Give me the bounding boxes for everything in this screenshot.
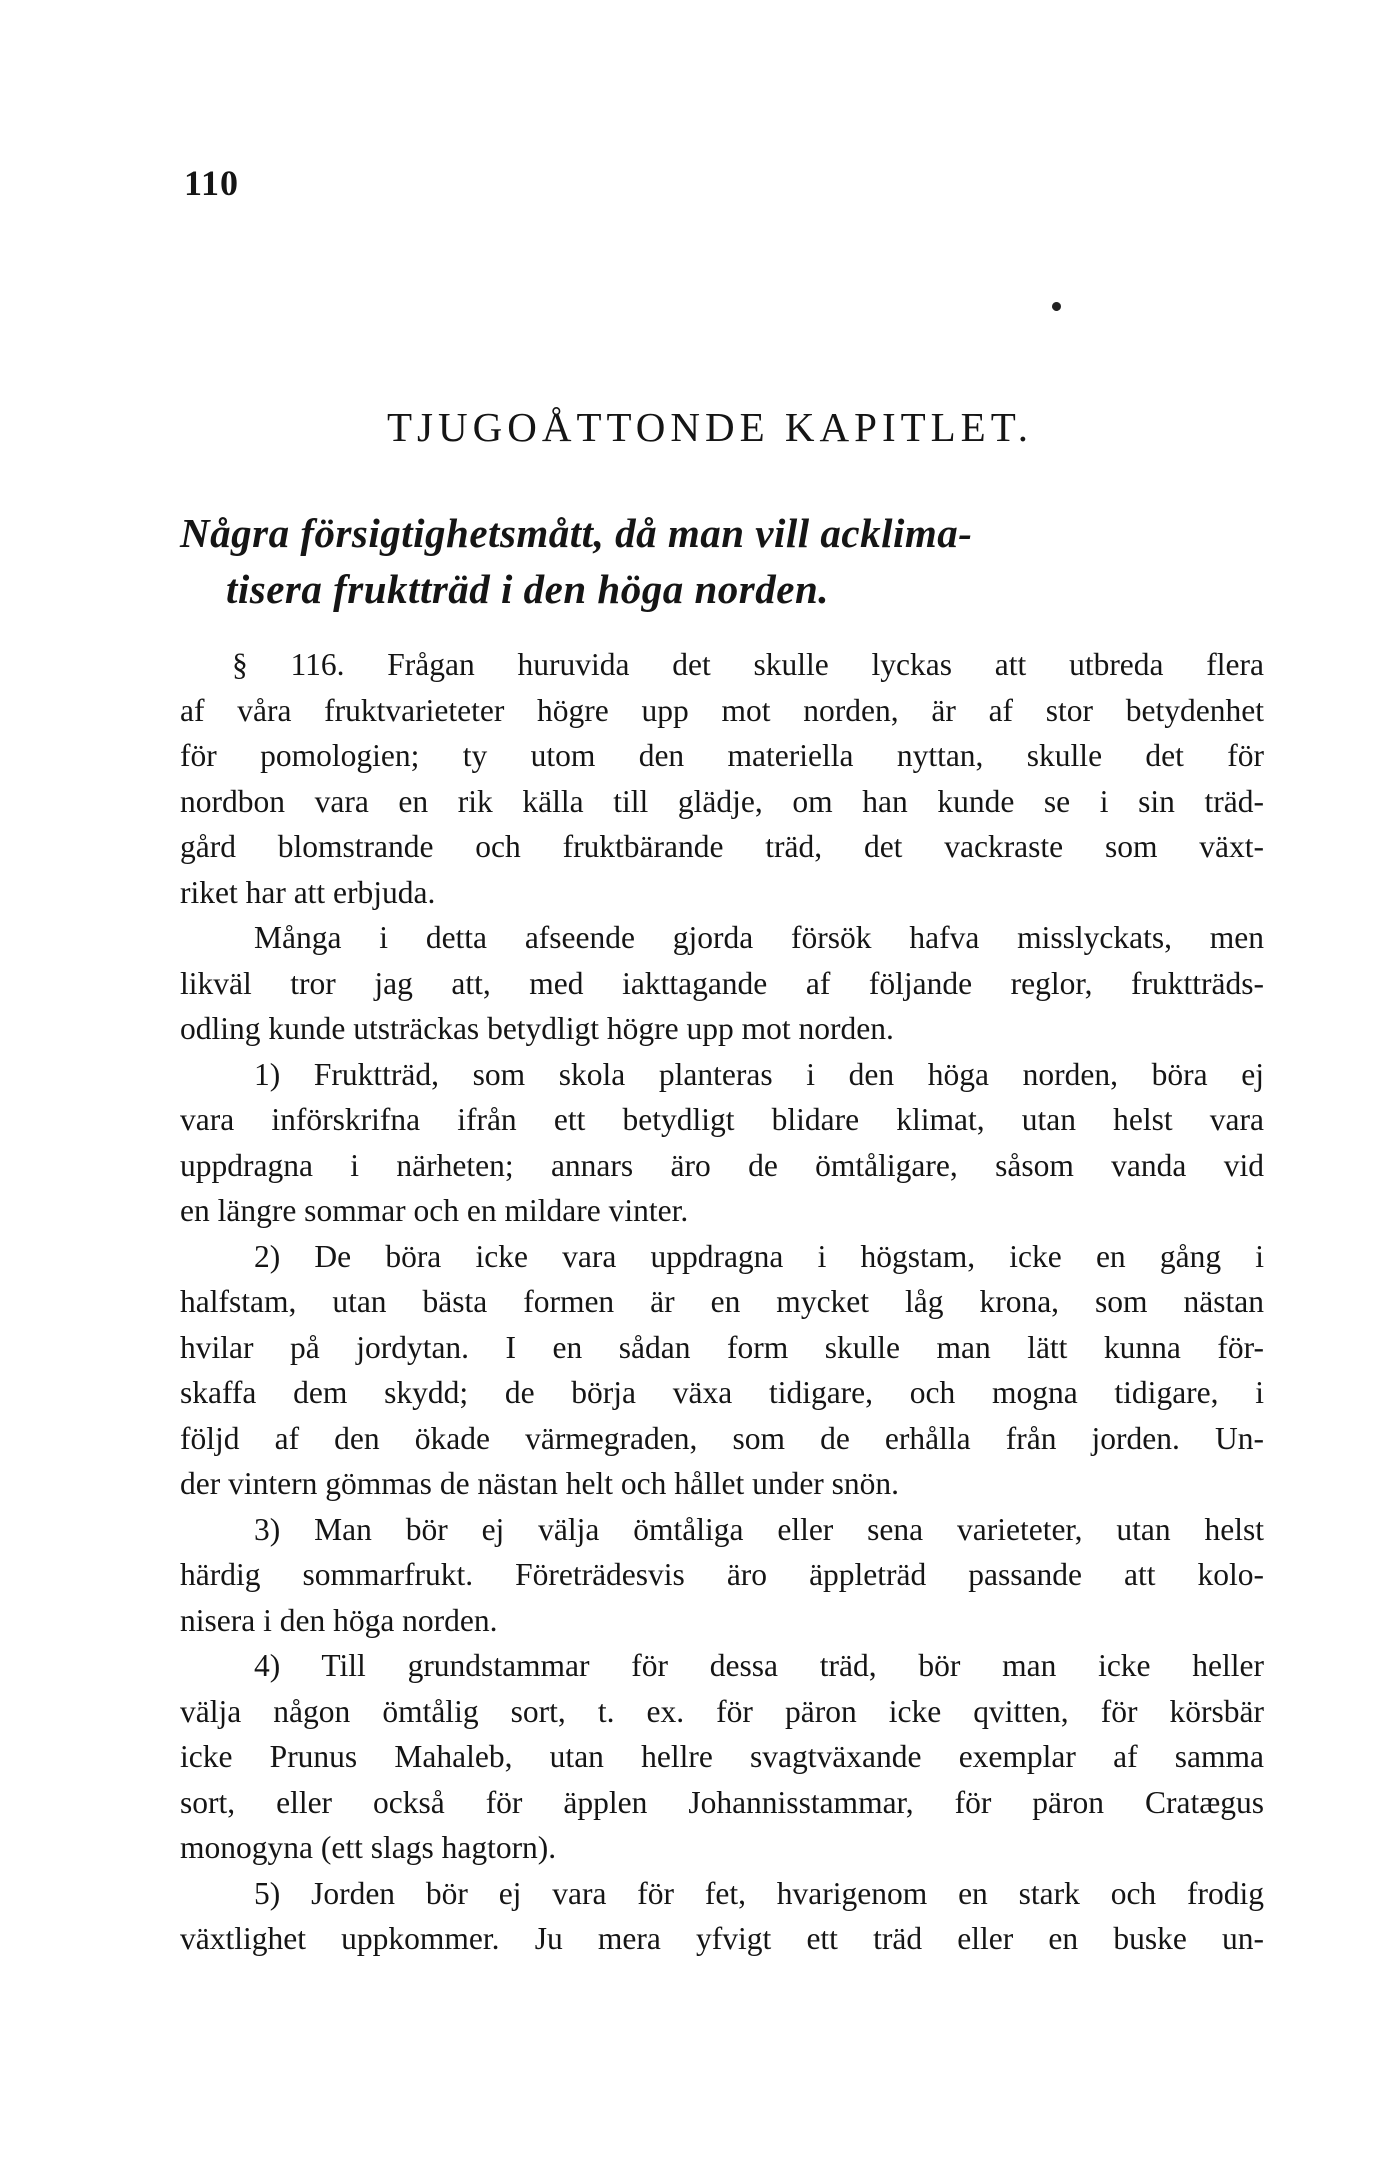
text-line: välja någon ömtålig sort, t. ex. för päron icke qvitten, för körsbär	[180, 1693, 1264, 1729]
text-line: af våra fruktvarieteter högre upp mot norden, är af stor betydenhet	[180, 692, 1264, 728]
text-line: växtlighet uppkommer. Ju mera yfvigt ett träd eller en buske un-	[180, 1921, 1264, 1956]
text-line: gård blomstrande och fruktbärande träd, det vackraste som växt-	[180, 829, 1264, 864]
text-line: icke Prunus Mahaleb, utan hellre svagtväxande exemplar af samma	[180, 1739, 1264, 1774]
text-line: der vintern gömmas de nästan helt och hållet under snön.	[180, 1466, 900, 1501]
text-line: för pomologien; ty utom den materiella nyttan, skulle det för	[180, 738, 1264, 773]
text-line: skaffa dem skydd; de börja växa tidigare, och mogna tidigare, i	[180, 1375, 1264, 1410]
paragraph	[180, 1234, 1264, 1507]
ink-speck	[1050, 300, 1062, 312]
text-line: Många i detta afseende gjorda försök hafva misslyckats, men	[254, 920, 1264, 955]
paragraph	[180, 1507, 1264, 1644]
body-text	[180, 642, 1264, 1962]
chapter-subtitle-line: tisera fruktträd i den höga norden.	[226, 566, 829, 612]
text-line: nisera i den höga norden.	[180, 1602, 498, 1638]
paragraph	[180, 1643, 1264, 1871]
paragraph	[180, 1052, 1264, 1234]
text-line: § 116. Frågan huruvida det skulle lyckas att utbreda flera	[232, 647, 1264, 682]
text-line: en längre sommar och en mildare vinter.	[180, 1193, 689, 1228]
paragraph	[180, 1871, 1264, 1962]
text-line: likväl tror jag att, med iakttagande af följande reglor, fruktträds-	[180, 965, 1264, 1001]
chapter-title: TJUGOÅTTONDE KAPITLET.	[387, 404, 1033, 450]
text-line: 1) Fruktträd, som skola planteras i den höga norden, böra ej	[254, 1056, 1264, 1092]
text-line: odling kunde utsträckas betydligt högre upp mot norden.	[180, 1011, 894, 1046]
text-line: monogyna (ett slags hagtorn).	[180, 1830, 557, 1865]
chapter-subtitle	[180, 505, 1280, 617]
text-line: härdig sommarfrukt. Företrädesvis äro äppleträd passande att kolo-	[180, 1557, 1264, 1592]
paragraph	[180, 642, 1264, 915]
text-line: vara införskrifna ifrån ett betydligt blidare klimat, utan helst vara	[180, 1102, 1264, 1137]
text-line: nordbon vara en rik källa till glädje, om han kunde se i sin träd-	[180, 783, 1264, 819]
text-line: 2) De böra icke vara uppdragna i högstam, icke en gång i	[254, 1238, 1264, 1274]
page-number: 110	[184, 163, 240, 203]
text-line: sort, eller också för äpplen Johannisstammar, för päron Cratægus	[180, 1784, 1264, 1820]
text-line: halfstam, utan bästa formen är en mycket låg krona, som nästan	[180, 1284, 1264, 1319]
text-line: hvilar på jordytan. I en sådan form skulle man lätt kunna för-	[180, 1329, 1264, 1365]
text-line: uppdragna i närheten; annars äro de ömtåligare, såsom vanda vid	[180, 1147, 1264, 1183]
chapter-subtitle-line: Några försigtighetsmått, då man vill acklima-	[180, 510, 973, 556]
paragraph	[180, 915, 1264, 1052]
text-line: 5) Jorden bör ej vara för fet, hvarigenom en stark och frodig	[254, 1875, 1264, 1911]
text-line: 3) Man bör ej välja ömtåliga eller sena varieteter, utan helst	[254, 1511, 1264, 1547]
text-line: riket har att erbjuda.	[180, 874, 436, 910]
text-line: 4) Till grundstammar för dessa träd, bör man icke heller	[254, 1648, 1264, 1683]
text-line: följd af den ökade värmegraden, som de erhålla från jorden. Un-	[180, 1420, 1264, 1456]
